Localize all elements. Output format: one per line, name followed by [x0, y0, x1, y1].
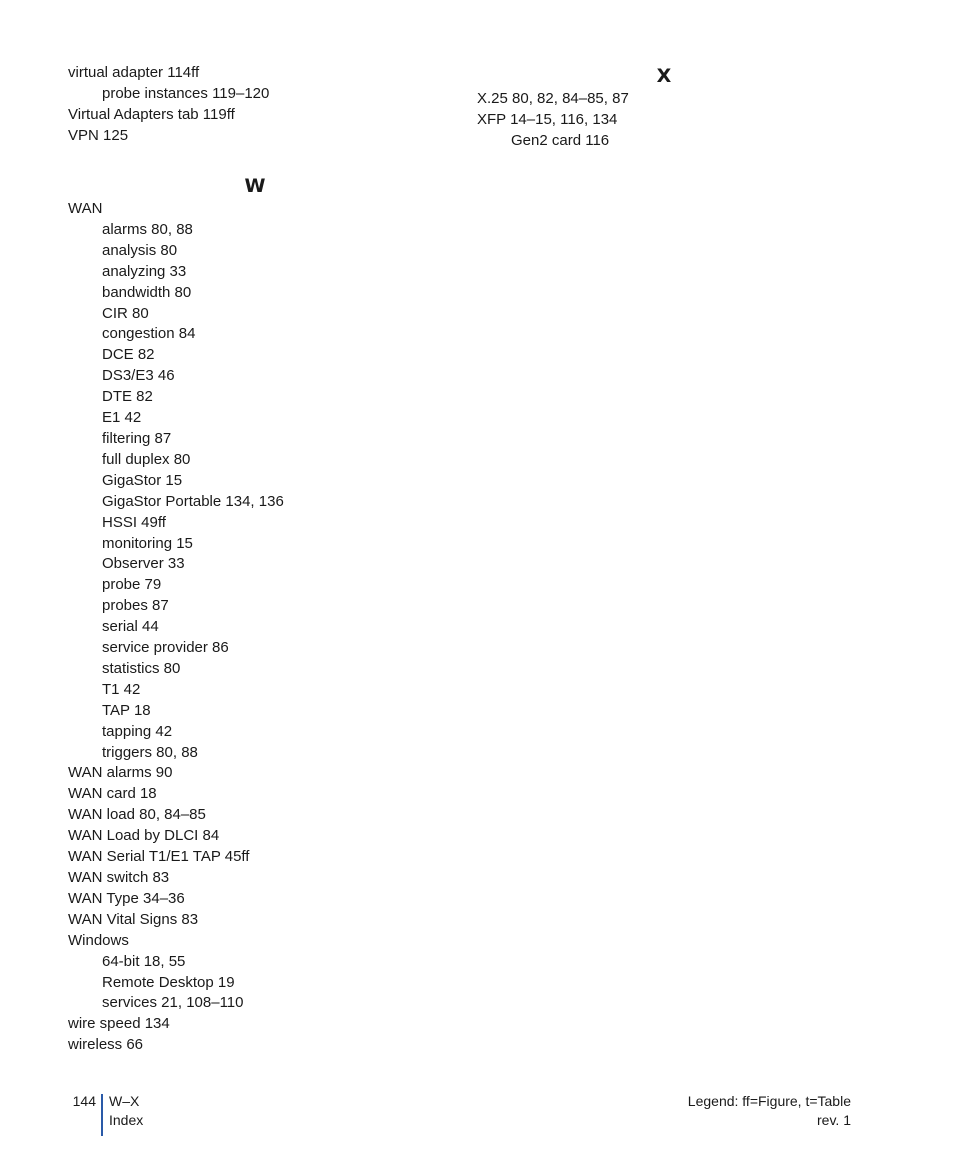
index-subentry: bandwidth 80: [102, 283, 192, 301]
index-entry: WAN: [68, 200, 103, 217]
index-subentry: GigaStor 15: [102, 471, 183, 489]
index-entry: WAN Load by DLCI 84: [68, 827, 220, 845]
index-subentry: congestion 84: [102, 325, 196, 343]
footer-section-name: Index: [109, 1112, 144, 1128]
index-entry: WAN Vital Signs 83: [68, 910, 199, 928]
index-subentry: full duplex 80: [102, 450, 191, 468]
footer-legend: Legend: ff=Figure, t=Table: [687, 1093, 851, 1109]
index-entry: wireless 66: [68, 1036, 144, 1054]
index-subentry: statistics 80: [102, 659, 181, 677]
index-entry: XFP 14–15, 116, 134: [477, 110, 618, 128]
footer-divider: [101, 1094, 103, 1136]
index-subentry: analyzing 33: [102, 262, 187, 280]
index-subentry: E1 42: [102, 409, 142, 427]
index-letter-heading-w: W: [244, 175, 266, 197]
index-letter-heading-x: X: [656, 65, 672, 87]
index-entry: VPN 125: [68, 126, 129, 144]
index-subentry: filtering 87: [102, 429, 172, 447]
index-subentry: alarms 80, 88: [102, 220, 193, 238]
index-subentry: Remote Desktop 19: [102, 973, 235, 991]
index-subentry: DS3/E3 46: [102, 367, 175, 385]
index-subentry: probe instances 119–120: [102, 84, 270, 102]
index-entry: wire speed 134: [68, 1015, 170, 1033]
footer-section-range: W–X: [109, 1093, 140, 1109]
index-subentry: service provider 86: [102, 639, 229, 657]
page-number: 144: [72, 1093, 96, 1109]
index-entry: WAN Serial T1/E1 TAP 45ff: [68, 848, 250, 866]
index-subentry: services 21, 108–110: [102, 994, 244, 1012]
index-entry: WAN card 18: [68, 785, 157, 803]
index-subentry: tapping 42: [102, 722, 173, 740]
index-entry: Virtual Adapters tab 119ff: [68, 105, 235, 123]
index-entry: virtual adapter 114ff: [68, 64, 200, 81]
index-subentry: probe 79: [102, 576, 162, 594]
index-subentry: triggers 80, 88: [102, 743, 198, 761]
index-subentry: 64-bit 18, 55: [102, 952, 186, 970]
index-w-entries: [68, 199, 284, 1056]
index-subentry: probes 87: [102, 597, 169, 615]
footer-revision: rev. 1: [817, 1112, 851, 1128]
index-subentry: serial 44: [102, 618, 159, 636]
index-subentry: CIR 80: [102, 304, 149, 322]
index-subentry: GigaStor Portable 134, 136: [102, 492, 284, 510]
index-subentry: analysis 80: [102, 241, 178, 259]
index-x-entries: [477, 89, 629, 152]
index-entry: WAN switch 83: [68, 869, 170, 886]
footer-legend-block: [688, 1092, 851, 1130]
index-subentry: Gen2 card 116: [511, 131, 610, 149]
index-subentry: DCE 82: [102, 346, 155, 364]
index-v-entries: [68, 63, 448, 147]
index-subentry: DTE 82: [102, 388, 153, 406]
index-entry: Windows: [68, 931, 129, 949]
index-subentry: TAP 18: [102, 701, 151, 719]
index-subentry: Observer 33: [102, 555, 185, 573]
footer-section: [109, 1092, 143, 1130]
index-subentry: T1 42: [102, 680, 141, 698]
index-entry: WAN Type 34–36: [68, 889, 185, 907]
index-subentry: HSSI 49ff: [102, 513, 166, 531]
index-entry: WAN alarms 90: [68, 764, 173, 782]
index-entry: WAN load 80, 84–85: [68, 806, 206, 824]
index-subentry: monitoring 15: [102, 534, 193, 552]
index-entry: X.25 80, 82, 84–85, 87: [477, 90, 629, 107]
